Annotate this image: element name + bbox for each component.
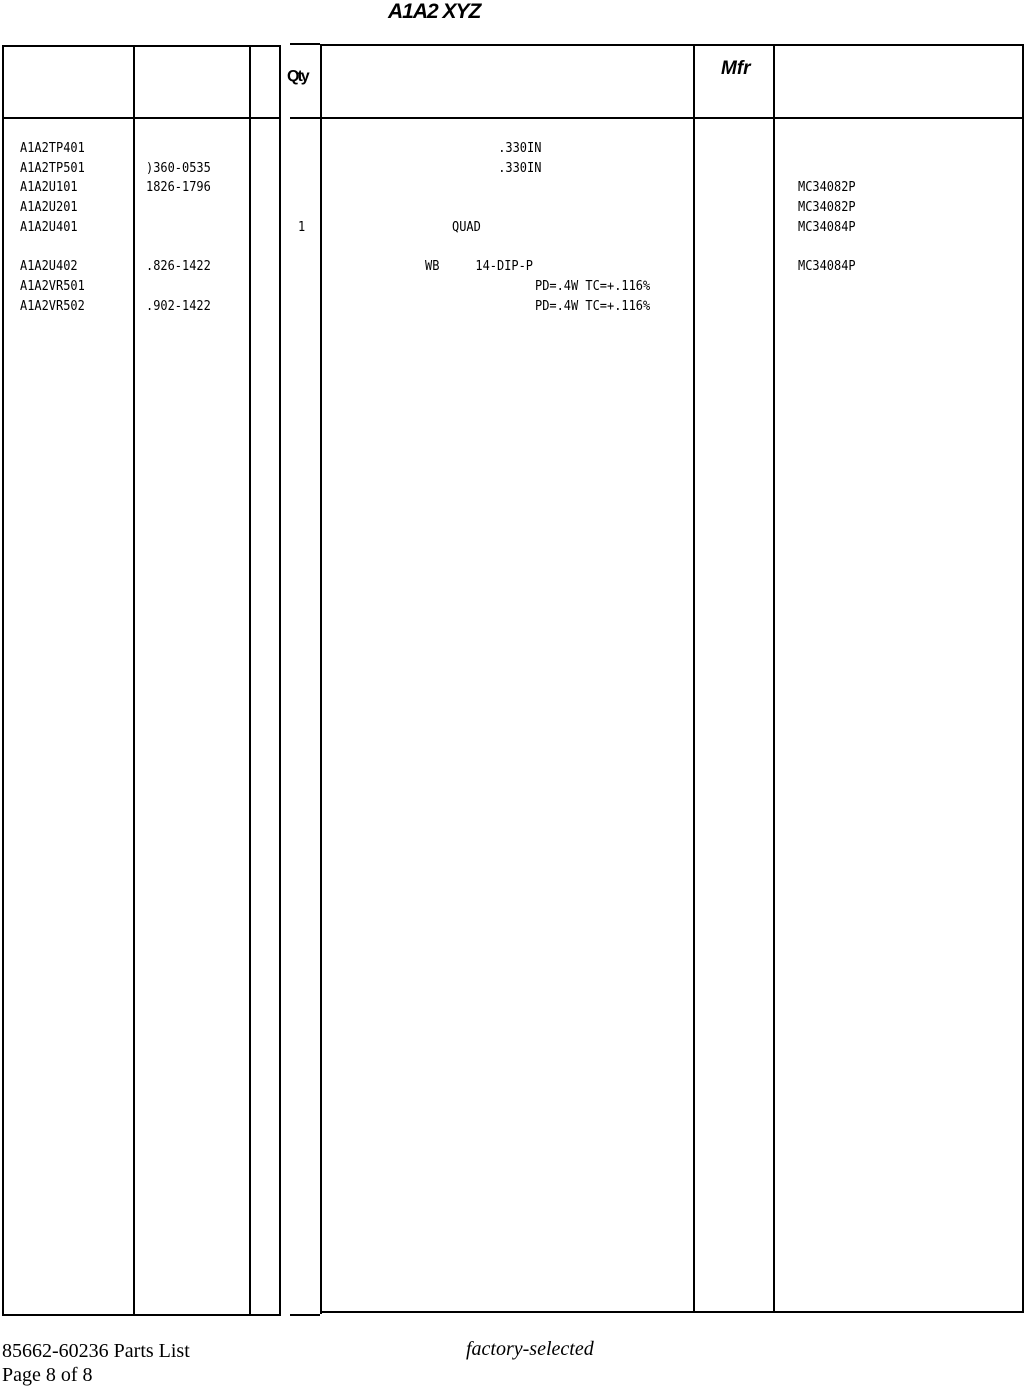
qty-bottom-tick: [290, 1314, 320, 1316]
col-divider-ref: [133, 45, 135, 1316]
col-divider-mfr: [773, 44, 775, 1313]
header-mfr: Mfr: [721, 58, 751, 79]
mfr-part-number: MC34084P: [798, 220, 856, 235]
mfr-part-number: MC34084P: [798, 259, 856, 274]
table-bottom-rule-right: [322, 1311, 1024, 1313]
table-top-rule-right: [322, 44, 1024, 46]
mfr-part-number: MC34082P: [798, 200, 856, 215]
ref-designator: A1A2U402: [20, 259, 78, 274]
description: .330IN: [455, 141, 542, 156]
table-bottom-rule-left: [2, 1314, 280, 1316]
col-divider-desc: [693, 44, 695, 1313]
description: PD=.4W TC=+.116%: [535, 279, 651, 294]
col-divider-cd: [279, 45, 281, 1316]
qty-value: 1: [298, 220, 306, 235]
description: WB 14-DIP-P: [425, 259, 534, 274]
table-right-border: [1022, 44, 1024, 1313]
header-rule-right: [322, 117, 1024, 119]
ref-designator: A1A2U201: [20, 200, 78, 215]
ref-designator: A1A2VR502: [20, 299, 85, 314]
description: PD=.4W TC=+.116%: [535, 299, 651, 314]
footer-page-number: Page 8 of 8: [2, 1364, 93, 1386]
ref-designator: A1A2TP401: [20, 141, 85, 156]
page-title: A1A2 XYZ: [388, 0, 481, 23]
footer-note: factory-selected: [466, 1338, 594, 1360]
description: QUAD: [452, 220, 481, 235]
ref-designator: A1A2TP501: [20, 161, 85, 176]
table-left-border: [2, 45, 4, 1316]
qty-top-tick: [290, 43, 320, 45]
part-number: )360-0535: [146, 161, 211, 176]
ref-designator: A1A2U401: [20, 220, 78, 235]
header-rule-left: [2, 117, 280, 119]
col-divider-qty: [320, 44, 322, 1314]
description: .330IN: [455, 161, 542, 176]
header-qty: Qty: [287, 68, 308, 85]
part-number: .826-1422: [146, 259, 211, 274]
mfr-part-number: MC34082P: [798, 180, 856, 195]
footer-doc-title: 85662-60236 Parts List: [2, 1340, 190, 1362]
part-number: 1826-1796: [146, 180, 211, 195]
qty-header-tick: [290, 117, 320, 119]
col-divider-part: [249, 45, 251, 1316]
ref-designator: A1A2VR501: [20, 279, 85, 294]
table-top-rule-left: [2, 45, 280, 47]
ref-designator: A1A2U101: [20, 180, 78, 195]
part-number: .902-1422: [146, 299, 211, 314]
